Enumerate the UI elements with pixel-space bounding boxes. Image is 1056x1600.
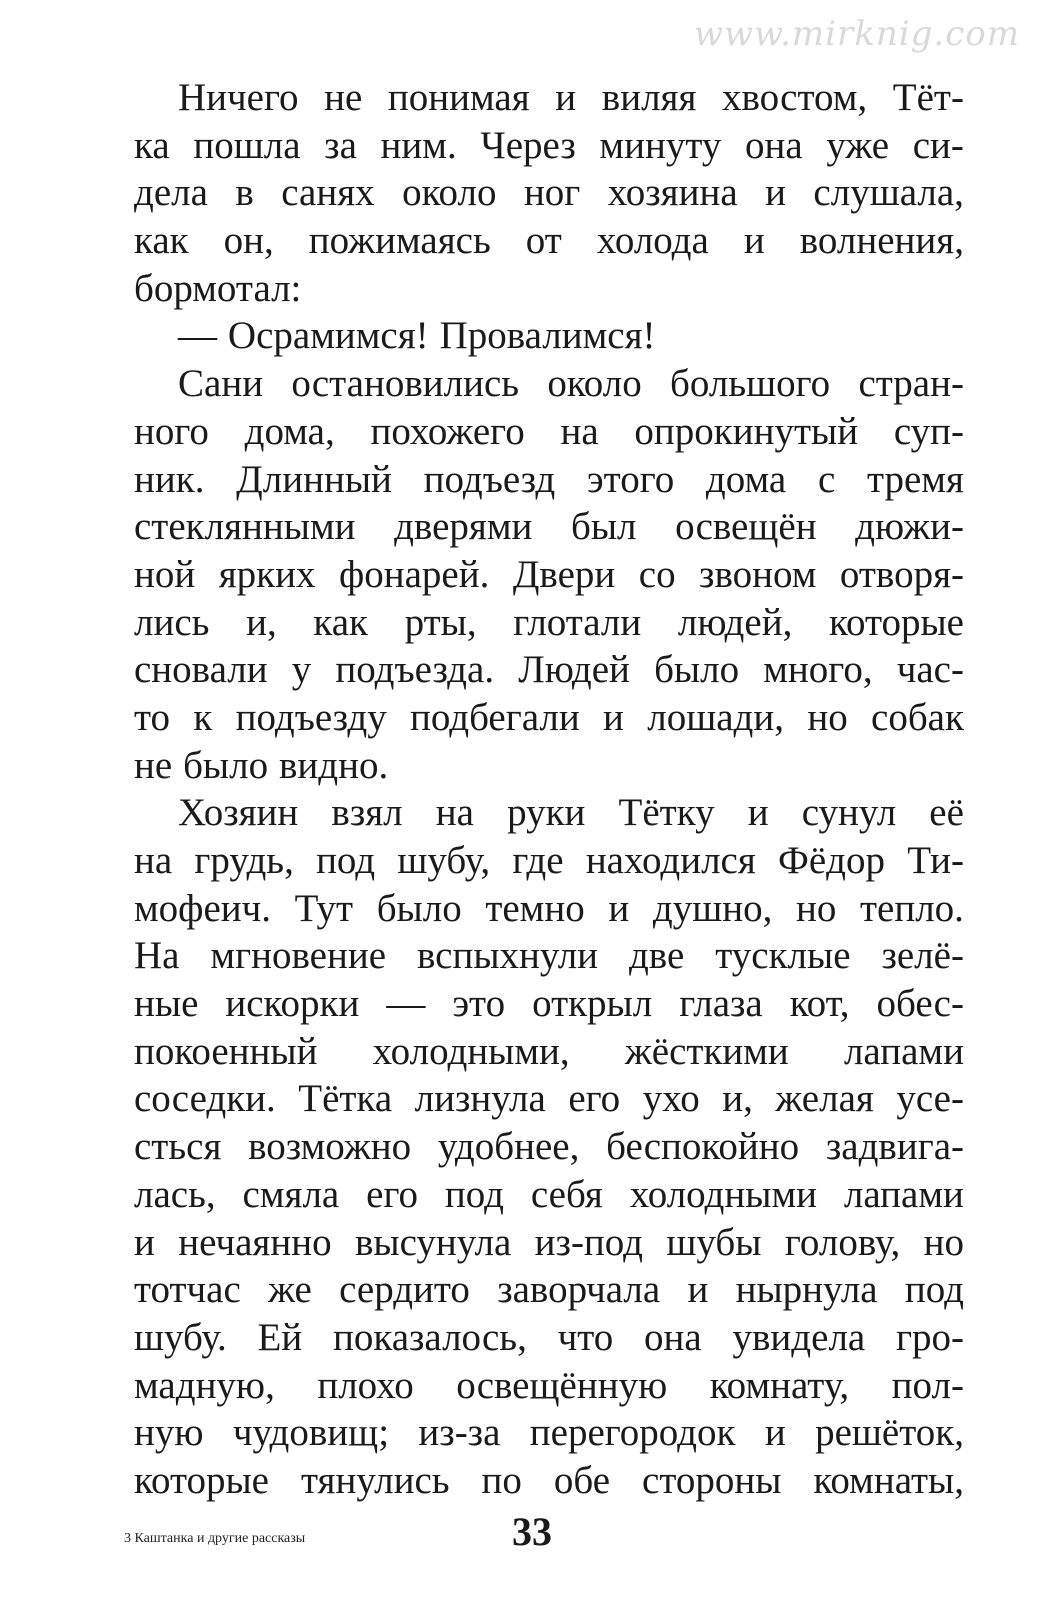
text-line: лась, смяла его под себя холодными лапами [134, 1172, 964, 1216]
text-line: бормотал: [134, 266, 302, 310]
page-body-text [134, 74, 964, 1505]
text-line: ка пошла за ним. Через минуту она уже си- [134, 123, 964, 167]
text-line: сновали у подъезда. Людей было много, час- [134, 648, 964, 692]
text-line: лись и, как рты, глотали людей, которые [134, 600, 964, 644]
text-line: то к подъезду подбегали и лошади, но собак [134, 695, 964, 739]
text-line: На мгновение вспыхнули две тусклые зелё- [134, 934, 964, 978]
text-line: сться возможно удобнее, беспокойно задвига- [134, 1125, 964, 1169]
text-line: Хозяин взял на руки Тётку и сунул её [178, 791, 964, 835]
text-line: мофеич. Тут было темно и душно, но тепло. [134, 886, 964, 930]
text-line: Сани остановились около большого стран- [178, 362, 964, 406]
text-line: мадную, плохо освещённую комнату, пол- [134, 1363, 964, 1407]
watermark: www.mirknig.com [693, 14, 1020, 54]
text-line: тотчас же сердито заворчала и нырнула под [134, 1268, 964, 1312]
text-line: стеклянными дверями был освещён дюжи- [134, 505, 964, 549]
text-line: дела в санях около ног хозяина и слушала, [134, 171, 964, 215]
text-line: ной ярких фонарей. Двери со звоном отворя- [134, 552, 964, 596]
text-line: на грудь, под шубу, где находился Фёдор Ти- [134, 839, 964, 882]
footer-caption: 3 Каштанка и другие рассказы [124, 1531, 306, 1546]
text-line: соседки. Тётка лизнула его ухо и, желая усе- [134, 1077, 964, 1121]
text-line: ник. Длинный подъезд этого дома с тремя [134, 457, 964, 501]
page-number: 33 [512, 1509, 552, 1554]
text-line: — Осрамимся! Провалимся! [178, 314, 656, 358]
text-line: ные искорки — это открыл глаза кот, обес- [134, 982, 964, 1026]
text-line: покоенный холодными, жёсткими лапами [134, 1029, 964, 1073]
text-line: ного дома, похожего на опрокинутый суп- [134, 409, 964, 453]
text-line: которые тянулись по обе стороны комнаты, [134, 1458, 964, 1502]
text-line: как он, пожимаясь от холода и волнения, [134, 219, 964, 263]
text-line: Ничего не понимая и виляя хвостом, Тёт- [178, 76, 964, 119]
text-line: шубу. Ей показалось, что она увидела гро- [134, 1315, 964, 1359]
text-line: и нечаянно высунула из-под шубы голову, но [134, 1220, 964, 1264]
text-line: ную чудовищ; из-за перегородок и решёток, [134, 1411, 964, 1455]
text-line: не было видно. [134, 743, 389, 787]
